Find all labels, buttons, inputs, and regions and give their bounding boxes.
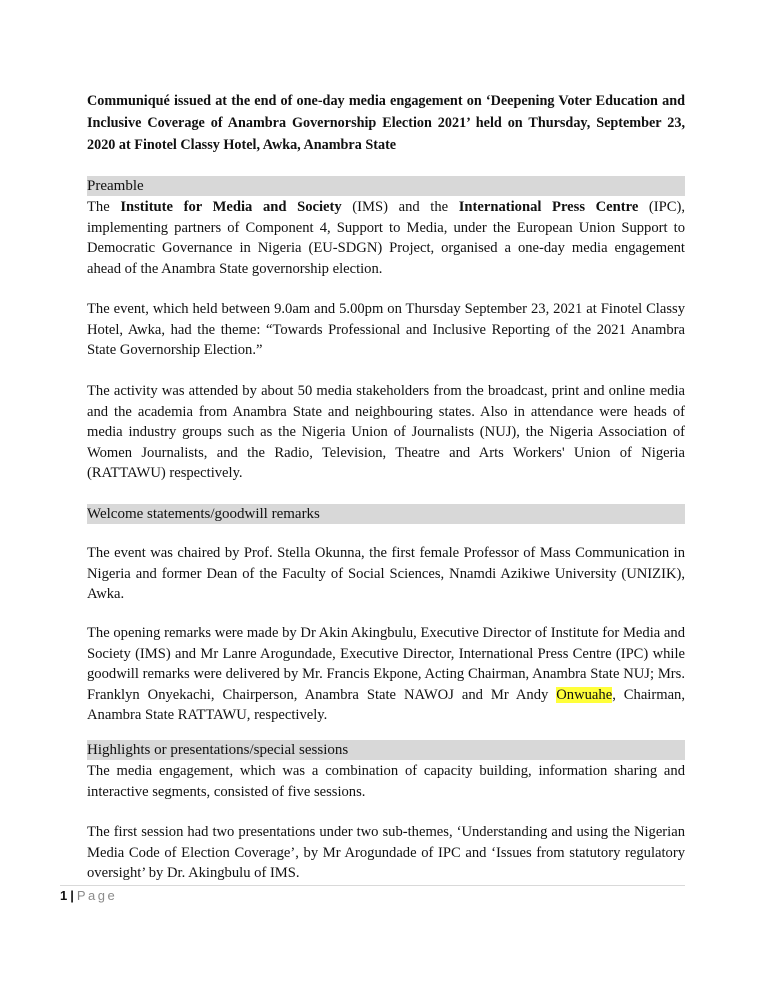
page-footer (60, 885, 685, 903)
section-heading-preamble: Preamble (87, 176, 685, 196)
highlights-paragraph-1: The media engagement, which was a combination of capacity building, information sharing and interactive segments, consisted of five sessions. (87, 763, 685, 800)
text-run: , Chairman, Anambra State RATTAWU, respectively. (87, 686, 685, 723)
text-run: The (87, 199, 121, 215)
text-run: (IMS) and the (341, 199, 459, 215)
footer-separator: | (70, 888, 74, 903)
document-title: Communiqué issued at the end of one-day media engagement on ‘Deepening Voter Education and Inclusive Coverage of Anambra Governorship Election 2021’ held on Thursday, September 23, 2020 at Finotel Classy Hotel, Awka, Anambra State (87, 93, 685, 153)
bold-text-ipc: International Press Centre (458, 199, 639, 215)
page-label: Page (76, 888, 118, 903)
section-heading-highlights: Highlights or presentations/special sessions (87, 740, 685, 760)
preamble-paragraph-2: The event, which held between 9.0am and 5.00pm on Thursday September 23, 2021 at Finotel Classy Hotel, Awka, had the theme: “Towards Professional and Inclusive Reporting of the 2021 Anambra State Governorship Election.” (87, 301, 685, 358)
welcome-paragraph-2 (87, 623, 685, 726)
highlighted-text: Onwuahe (556, 686, 613, 703)
section-heading-welcome: Welcome statements/goodwill remarks (87, 504, 685, 524)
page-number: 1 (60, 888, 68, 903)
highlights-paragraph-2: The first session had two presentations under two sub-themes, ‘Understanding and using the Nigerian Media Code of Election Coverage’, by Mr Arogundade of IPC and ‘Issues from statutory regulatory oversight’ by Dr. Akingbulu of IMS. (87, 824, 685, 881)
preamble-paragraph-3: The activity was attended by about 50 media stakeholders from the broadcast, print and online media and the academia from Anambra State and neighbouring states. Also in attendance were heads of media industry groups such as the Nigeria Union of Journalists (NUJ), the Nigeria Association of Women Journalists, and the Radio, Television, Theatre and Arts Workers' Union of Nigeria (RATTAWU) respectively. (87, 383, 685, 481)
welcome-paragraph-1: The event was chaired by Prof. Stella Okunna, the first female Professor of Mass Communication in Nigeria and former Dean of the Faculty of Social Sciences, Nnamdi Azikiwe University (UNIZIK), Awka. (87, 545, 685, 602)
bold-text-ims: Institute for Media and Society (120, 199, 342, 215)
preamble-paragraph-1 (87, 197, 685, 279)
text-run: (IPC), implementing partners of Component 4, Support to Media, under the European Union Support to Democratic Governance in Nigeria (EU-SDGN) Project, organised a one-day media engagement ahead of the Anambra State governorship election. (87, 199, 686, 277)
text-run: The opening remarks were made by Dr Akin Akingbulu, Executive Director of Institute for Media and Society (IMS) and Mr Lanre Arogundade, Executive Director, International Press Centre (IPC) while goodwill remarks were delivered by Mr. Francis Ekpone, Acting Chairman, Anambra State NUJ; Mrs. Franklyn Onyekachi, Chairperson, Anambra State NAWOJ and Mr Andy (87, 625, 685, 703)
